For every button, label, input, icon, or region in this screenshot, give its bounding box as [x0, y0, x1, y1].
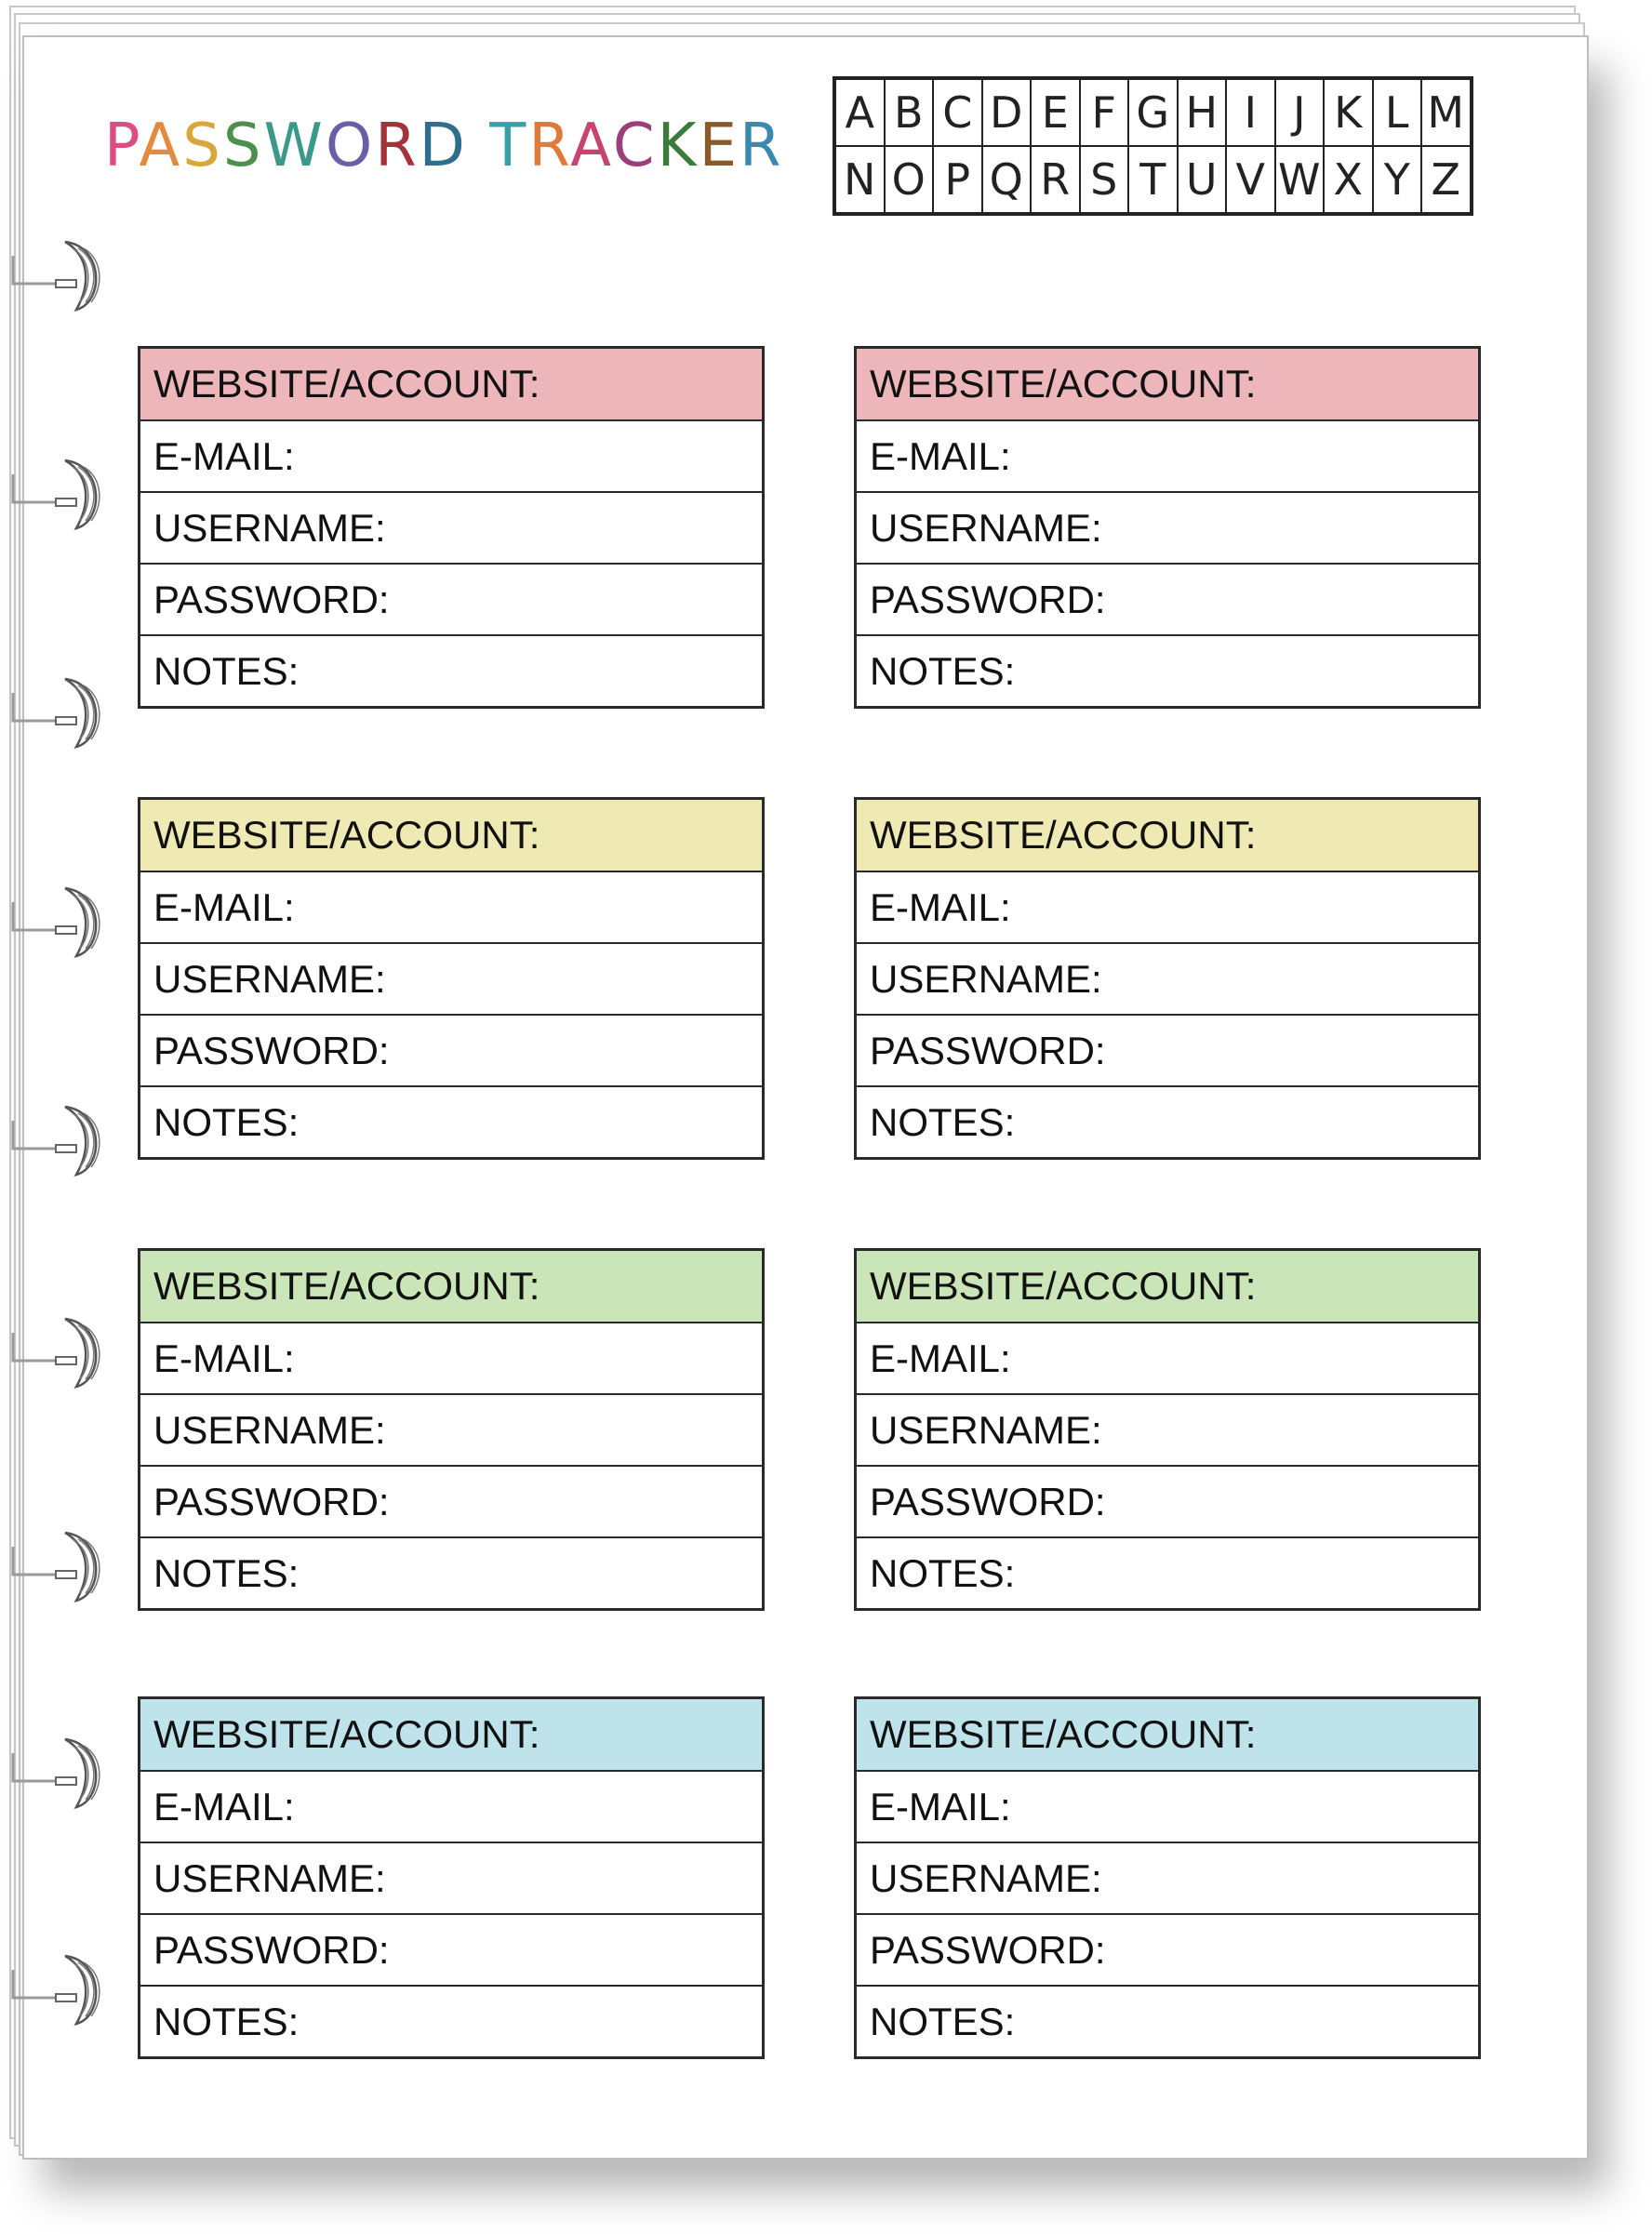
alphabet-letter-v[interactable]: V [1226, 146, 1275, 214]
password-field[interactable]: PASSWORD: [140, 1913, 762, 1985]
password-field[interactable]: PASSWORD: [857, 1014, 1478, 1085]
title-letter: R [375, 112, 420, 180]
alphabet-letter-c[interactable]: C [933, 78, 982, 146]
binder-ring [13, 1319, 100, 1387]
notes-field[interactable]: NOTES: [140, 1985, 762, 2056]
password-field[interactable]: PASSWORD: [857, 1465, 1478, 1536]
title-letter: W [263, 112, 326, 180]
title-space [468, 112, 489, 180]
binder-ring [13, 1107, 100, 1175]
binder-ring [13, 679, 100, 747]
password-field[interactable]: PASSWORD: [857, 1913, 1478, 1985]
title-letter: R [739, 112, 784, 180]
website-account-field[interactable]: WEBSITE/ACCOUNT: [140, 1699, 762, 1770]
title-letter: S [222, 112, 264, 180]
page-title [104, 112, 783, 180]
email-field[interactable]: E-MAIL: [857, 1322, 1478, 1393]
alphabet-letter-p[interactable]: P [933, 146, 982, 214]
alphabet-letter-i[interactable]: I [1226, 78, 1275, 146]
account-card [854, 346, 1481, 709]
alphabet-row [834, 78, 1472, 146]
alphabet-letter-u[interactable]: U [1178, 146, 1227, 214]
notes-field[interactable]: NOTES: [857, 1085, 1478, 1157]
title-letter: A [139, 112, 183, 180]
account-card [854, 797, 1481, 1160]
alphabet-letter-j[interactable]: J [1275, 78, 1325, 146]
username-field[interactable]: USERNAME: [857, 1842, 1478, 1913]
username-field[interactable]: USERNAME: [857, 491, 1478, 563]
website-account-field[interactable]: WEBSITE/ACCOUNT: [857, 349, 1478, 419]
alphabet-letter-h[interactable]: H [1178, 78, 1227, 146]
alphabet-letter-q[interactable]: Q [982, 146, 1032, 214]
alphabet-letter-w[interactable]: W [1275, 146, 1325, 214]
alphabet-letter-d[interactable]: D [982, 78, 1032, 146]
website-account-field[interactable]: WEBSITE/ACCOUNT: [857, 1699, 1478, 1770]
account-card [854, 1696, 1481, 2059]
binder-rings [0, 0, 130, 2234]
alphabet-letter-x[interactable]: X [1324, 146, 1373, 214]
title-letter: A [570, 112, 613, 180]
alphabet-letter-f[interactable]: F [1080, 78, 1129, 146]
alphabet-letter-m[interactable]: M [1421, 78, 1472, 146]
username-field[interactable]: USERNAME: [140, 491, 762, 563]
binder-ring [13, 242, 100, 310]
title-letter: S [182, 112, 223, 180]
password-field[interactable]: PASSWORD: [140, 1014, 762, 1085]
binder-ring [13, 1956, 100, 2024]
alphabet-index [833, 76, 1473, 216]
email-field[interactable]: E-MAIL: [857, 419, 1478, 491]
username-field[interactable]: USERNAME: [140, 1393, 762, 1465]
email-field[interactable]: E-MAIL: [140, 871, 762, 942]
alphabet-letter-n[interactable]: N [834, 146, 885, 214]
username-field[interactable]: USERNAME: [857, 1393, 1478, 1465]
password-field[interactable]: PASSWORD: [857, 563, 1478, 634]
alphabet-letter-o[interactable]: O [885, 146, 934, 214]
title-letter: K [657, 112, 699, 180]
alphabet-letter-z[interactable]: Z [1421, 146, 1472, 214]
alphabet-letter-t[interactable]: T [1128, 146, 1178, 214]
email-field[interactable]: E-MAIL: [140, 419, 762, 491]
account-card [138, 1696, 765, 2059]
password-field[interactable]: PASSWORD: [140, 1465, 762, 1536]
alphabet-letter-k[interactable]: K [1324, 78, 1373, 146]
website-account-field[interactable]: WEBSITE/ACCOUNT: [857, 1251, 1478, 1322]
email-field[interactable]: E-MAIL: [140, 1770, 762, 1842]
notes-field[interactable]: NOTES: [857, 1536, 1478, 1608]
account-card [138, 797, 765, 1160]
website-account-field[interactable]: WEBSITE/ACCOUNT: [140, 1251, 762, 1322]
binder-ring [13, 1739, 100, 1807]
alphabet-letter-r[interactable]: R [1031, 146, 1080, 214]
alphabet-letter-b[interactable]: B [885, 78, 934, 146]
notes-field[interactable]: NOTES: [140, 1085, 762, 1157]
title-letter: D [419, 112, 468, 180]
alphabet-letter-y[interactable]: Y [1373, 146, 1422, 214]
email-field[interactable]: E-MAIL: [857, 1770, 1478, 1842]
account-card [854, 1248, 1481, 1611]
alphabet-letter-e[interactable]: E [1031, 78, 1080, 146]
notes-field[interactable]: NOTES: [140, 1536, 762, 1608]
notes-field[interactable]: NOTES: [140, 634, 762, 706]
title-letter: T [489, 112, 529, 180]
alphabet-letter-g[interactable]: G [1128, 78, 1178, 146]
title-letter: O [325, 112, 376, 180]
website-account-field[interactable]: WEBSITE/ACCOUNT: [140, 349, 762, 419]
email-field[interactable]: E-MAIL: [140, 1322, 762, 1393]
title-letter: P [104, 112, 140, 180]
alphabet-letter-l[interactable]: L [1373, 78, 1422, 146]
title-letter: C [612, 112, 658, 180]
username-field[interactable]: USERNAME: [857, 942, 1478, 1014]
title-letter: E [699, 112, 739, 180]
password-field[interactable]: PASSWORD: [140, 563, 762, 634]
username-field[interactable]: USERNAME: [140, 942, 762, 1014]
email-field[interactable]: E-MAIL: [857, 871, 1478, 942]
binder-ring [13, 460, 100, 528]
account-card [138, 1248, 765, 1611]
alphabet-letter-a[interactable]: A [834, 78, 885, 146]
binder-ring [13, 888, 100, 956]
username-field[interactable]: USERNAME: [140, 1842, 762, 1913]
website-account-field[interactable]: WEBSITE/ACCOUNT: [857, 800, 1478, 871]
alphabet-letter-s[interactable]: S [1080, 146, 1129, 214]
title-letter: R [528, 112, 571, 180]
notes-field[interactable]: NOTES: [857, 634, 1478, 706]
account-card [138, 346, 765, 709]
binder-ring [13, 1533, 100, 1601]
notes-field[interactable]: NOTES: [857, 1985, 1478, 2056]
alphabet-row [834, 146, 1472, 214]
website-account-field[interactable]: WEBSITE/ACCOUNT: [140, 800, 762, 871]
